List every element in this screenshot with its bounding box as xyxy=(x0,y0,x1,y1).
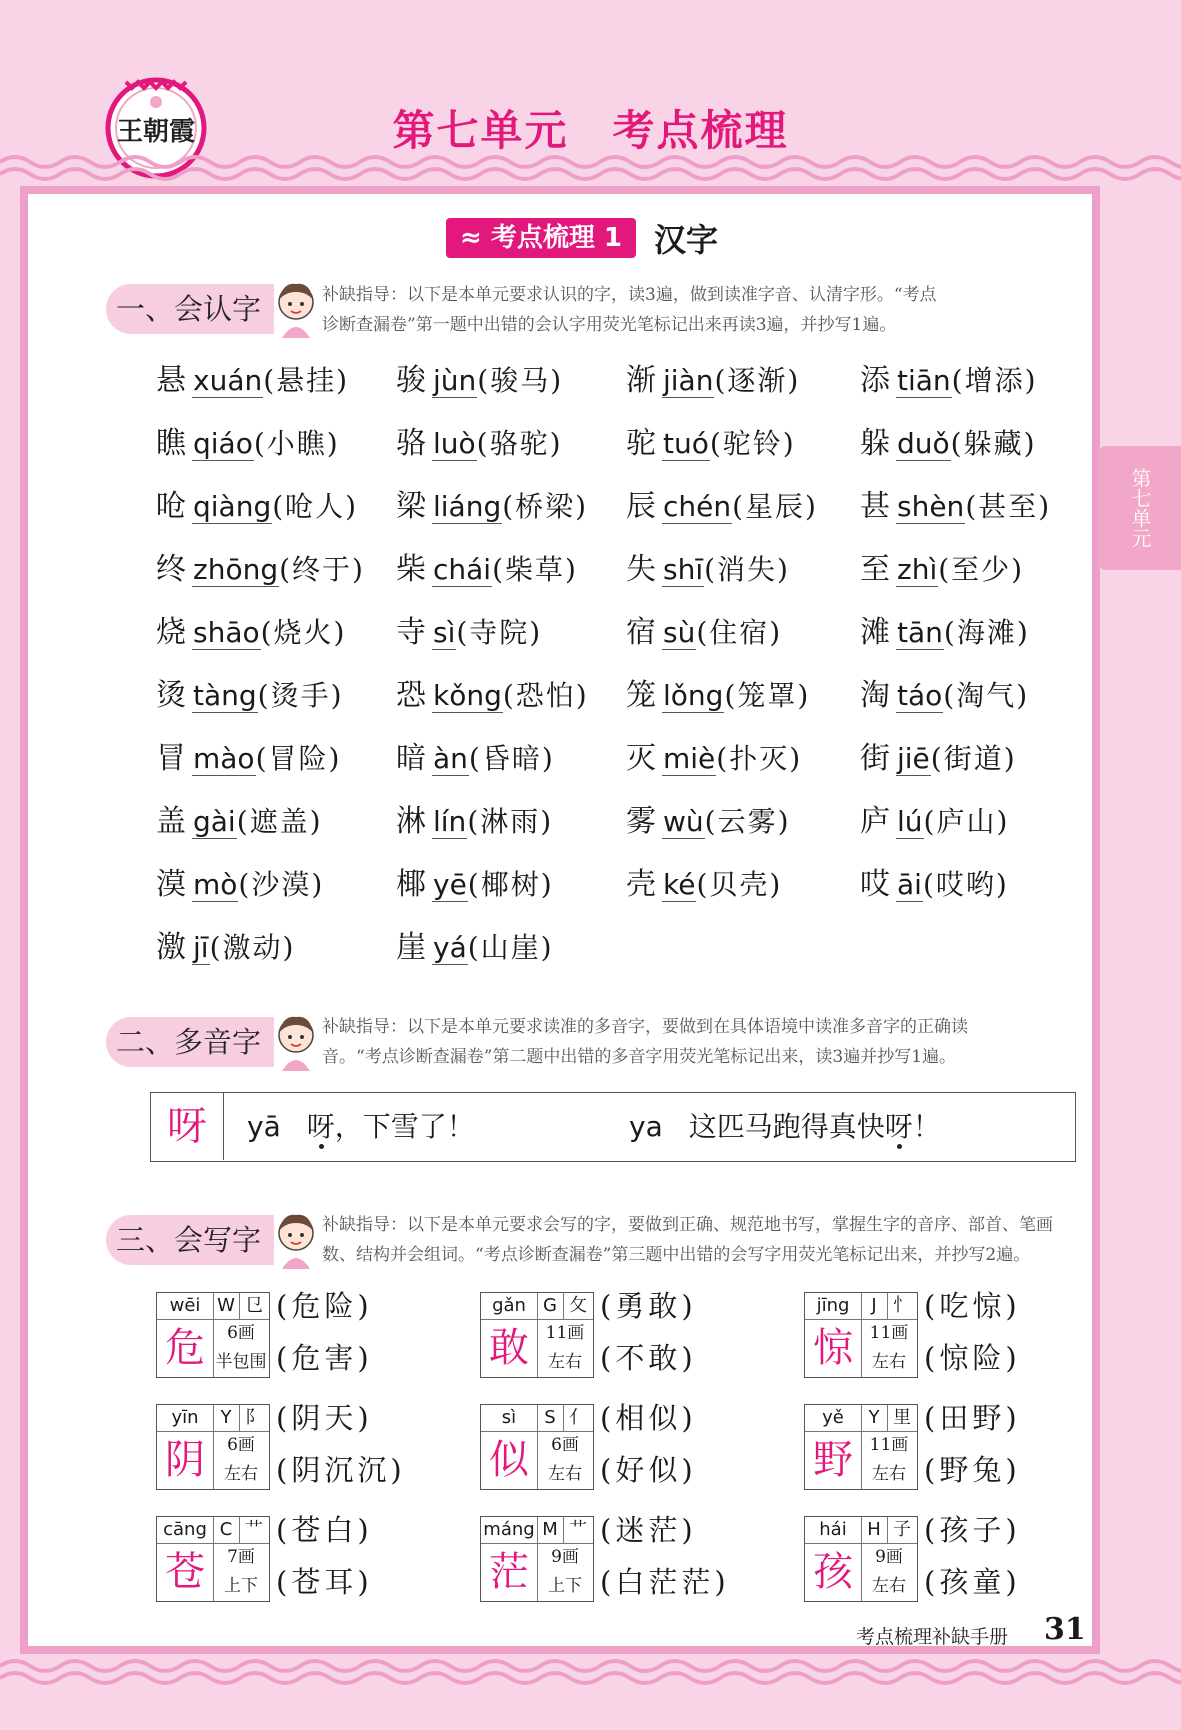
char-index-letter: Y xyxy=(213,1405,240,1432)
vocab-word: (笼罩) xyxy=(724,679,811,712)
vocab-pinyin: mò xyxy=(193,868,238,901)
write-char: 野 xyxy=(805,1431,862,1489)
char-structure: 左右 xyxy=(548,1352,582,1372)
vocab-word: (淘气) xyxy=(943,679,1030,712)
char-word: (阴天) xyxy=(276,1401,373,1435)
char-index-letter: Y xyxy=(861,1405,888,1432)
char-pinyin: wēi xyxy=(157,1293,214,1320)
char-info-box xyxy=(804,1292,918,1378)
vocab-word: (星辰) xyxy=(732,490,818,523)
guide-write: 补缺指导：以下是本单元要求会写的字，要做到正确、规范地书写，掌握生字的音序、部首、笔画 数、结构并会组词。“考点诊断查漏卷”第三题中出错的会写字用荧光笔标记出来，并抄写2遍。 xyxy=(322,1215,1053,1265)
recognize-chars-grid xyxy=(156,356,1096,986)
char-word: (相似) xyxy=(600,1401,697,1435)
vocab-pinyin: shāo xyxy=(193,616,260,649)
char-info-box xyxy=(804,1404,918,1490)
char-word: (好似) xyxy=(600,1453,697,1487)
vocab-item xyxy=(626,797,791,847)
vocab-word: (甚至) xyxy=(965,490,1052,523)
vocab-row xyxy=(156,734,1096,797)
write-char-card xyxy=(804,1401,1134,1494)
vocab-word: (悬挂) xyxy=(263,364,350,397)
char-pinyin: cāng xyxy=(157,1517,214,1544)
char-word: (田野) xyxy=(924,1401,1021,1435)
char-radical: 里 xyxy=(887,1405,917,1432)
vocab-item xyxy=(396,482,588,532)
vocab-pinyin: tiān xyxy=(897,364,951,397)
vocab-pinyin: jiē xyxy=(897,742,930,775)
vocab-char: 甚 xyxy=(860,489,890,524)
char-word: (吃惊) xyxy=(924,1289,1021,1323)
char-word: (孩童) xyxy=(924,1565,1021,1599)
vocab-pinyin: āi xyxy=(897,868,922,901)
vocab-word: (遮盖) xyxy=(236,805,323,838)
vocab-char: 梁 xyxy=(396,489,426,524)
vocab-word: (躲藏) xyxy=(950,427,1037,460)
vocab-item xyxy=(156,419,340,469)
vocab-row xyxy=(156,608,1096,671)
vocab-word: (驼铃) xyxy=(709,427,796,460)
char-radical: 子 xyxy=(887,1517,917,1544)
vocab-word: (烧火) xyxy=(260,616,347,649)
write-char: 孩 xyxy=(805,1543,862,1601)
char-info-box xyxy=(480,1404,594,1490)
guide-recognize: 补缺指导：以下是本单元要求认识的字，读3遍，做到读准字音、认清字形。“考点 诊断查漏卷”第一题中出错的会认字用荧光笔标记出来再读3遍，并抄写1遍。 xyxy=(322,285,937,335)
polyphone-usage: ya 这匹马跑得真快呀！ xyxy=(629,1110,941,1143)
write-char: 惊 xyxy=(805,1319,862,1377)
vocab-char: 渐 xyxy=(626,363,656,398)
vocab-item xyxy=(860,860,1009,910)
polyphone-box xyxy=(150,1092,1076,1162)
vocab-item xyxy=(396,608,542,658)
char-radical: 㔾 xyxy=(239,1293,269,1320)
char-strokes: 9画 xyxy=(875,1547,903,1567)
char-pinyin: yě xyxy=(805,1405,862,1432)
vocab-row xyxy=(156,671,1096,734)
char-word: (孩子) xyxy=(924,1513,1021,1547)
vocab-pinyin: jùn xyxy=(433,364,477,397)
page-number: 31 xyxy=(1044,1612,1086,1647)
vocab-char: 盖 xyxy=(156,804,186,839)
vocab-char: 烧 xyxy=(156,615,186,650)
char-info-box xyxy=(804,1516,918,1602)
char-structure: 左右 xyxy=(872,1576,906,1596)
vocab-word: (冒险) xyxy=(255,742,342,775)
vocab-pinyin: chén xyxy=(663,490,732,523)
char-word: (阴沉沉) xyxy=(276,1453,406,1487)
vocab-char: 滩 xyxy=(860,615,890,650)
vocab-item xyxy=(396,419,563,469)
char-structure: 左右 xyxy=(548,1464,582,1484)
vocab-pinyin: duǒ xyxy=(897,427,950,460)
vocab-word: (椰树) xyxy=(467,868,554,901)
vocab-word: (昏暗) xyxy=(468,742,555,775)
vocab-char: 笼 xyxy=(626,678,656,713)
write-char-card xyxy=(480,1401,810,1494)
vocab-item xyxy=(156,923,295,973)
vocab-pinyin: xuán xyxy=(193,364,263,397)
vocab-pinyin: lǒng xyxy=(663,679,724,712)
vocab-item xyxy=(860,356,1038,406)
vocab-item xyxy=(626,356,800,406)
girl-cartoon-icon xyxy=(272,280,320,338)
vocab-item xyxy=(396,797,553,847)
char-strokes: 11画 xyxy=(545,1323,585,1343)
vocab-row xyxy=(156,419,1096,482)
vocab-char: 柴 xyxy=(396,552,426,587)
vocab-word: (逐渐) xyxy=(714,364,801,397)
vocab-pinyin: táo xyxy=(897,679,943,712)
vocab-word: (沙漠) xyxy=(238,868,325,901)
write-char-card xyxy=(480,1513,810,1606)
char-radical: 亻 xyxy=(563,1405,593,1432)
vocab-word: (寺院) xyxy=(456,616,543,649)
vocab-row xyxy=(156,797,1096,860)
vocab-pinyin: shèn xyxy=(897,490,965,523)
vocab-pinyin: shī xyxy=(663,553,704,586)
vocab-char: 骆 xyxy=(396,426,426,461)
vocab-word: (桥梁) xyxy=(502,490,589,523)
char-word: (不敢) xyxy=(600,1341,697,1375)
topic-badge: ≈ 考点梳理 1 xyxy=(446,218,636,258)
topic-text: 汉字 xyxy=(653,221,718,259)
vocab-pinyin: gài xyxy=(193,805,236,838)
char-word: (白茫茫) xyxy=(600,1565,730,1599)
vocab-word: (增添) xyxy=(951,364,1038,397)
vocab-item xyxy=(860,482,1051,532)
char-info-box xyxy=(156,1292,270,1378)
vocab-char: 瞧 xyxy=(156,426,186,461)
vocab-word: (柴草) xyxy=(492,553,578,586)
vocab-item xyxy=(626,419,796,469)
svg-text:王朝霞: 王朝霞 xyxy=(116,117,196,147)
char-structure: 上下 xyxy=(548,1576,582,1596)
vocab-item xyxy=(860,797,1009,847)
vocab-char: 激 xyxy=(156,930,186,965)
polyphone-usage: yā 呀，下雪了！ xyxy=(247,1110,475,1143)
char-structure: 半包围 xyxy=(215,1352,267,1372)
vocab-char: 街 xyxy=(860,741,890,776)
char-structure: 左右 xyxy=(872,1464,906,1484)
vocab-char: 躲 xyxy=(860,426,890,461)
vocab-item xyxy=(396,923,554,973)
footer-book-title: 考点梳理补缺手册 xyxy=(856,1626,1009,1648)
section-label: 一、会认字 xyxy=(106,284,274,334)
vocab-pinyin: miè xyxy=(663,742,716,775)
char-index-letter: J xyxy=(861,1293,888,1320)
vocab-pinyin: yá xyxy=(433,931,467,964)
vocab-char: 崖 xyxy=(396,930,426,965)
vocab-item xyxy=(396,734,555,784)
char-pinyin: yīn xyxy=(157,1405,214,1432)
vocab-pinyin: ké xyxy=(663,868,696,901)
write-char-card xyxy=(156,1289,486,1382)
write-char: 危 xyxy=(157,1319,214,1377)
vocab-word: (骏马) xyxy=(477,364,564,397)
vocab-char: 宿 xyxy=(626,615,656,650)
vocab-pinyin: yē xyxy=(433,868,467,901)
vocab-item xyxy=(626,608,782,658)
vocab-item xyxy=(860,608,1030,658)
char-strokes: 6画 xyxy=(227,1323,255,1343)
vocab-word: (住宿) xyxy=(696,616,783,649)
vocab-pinyin: wù xyxy=(663,805,704,838)
char-word: (危险) xyxy=(276,1289,373,1323)
vocab-pinyin: luò xyxy=(433,427,476,460)
vocab-row xyxy=(156,545,1096,608)
vocab-char: 添 xyxy=(860,363,890,398)
vocab-item xyxy=(156,860,324,910)
vocab-word: (街道) xyxy=(930,742,1017,775)
vocab-char: 失 xyxy=(626,552,656,587)
vocab-item xyxy=(156,671,344,721)
char-structure: 左右 xyxy=(872,1352,906,1372)
char-word: (野兔) xyxy=(924,1453,1021,1487)
vocab-word: (终于) xyxy=(279,553,365,586)
char-index-letter: G xyxy=(537,1293,564,1320)
vocab-word: (海滩) xyxy=(943,616,1030,649)
vocab-pinyin: lú xyxy=(897,805,923,838)
vocab-char: 骏 xyxy=(396,363,426,398)
char-pinyin: hái xyxy=(805,1517,862,1544)
char-index-letter: C xyxy=(213,1517,240,1544)
write-char-card xyxy=(156,1513,486,1606)
char-radical: 阝 xyxy=(239,1405,269,1432)
char-structure: 左右 xyxy=(224,1464,258,1484)
vocab-pinyin: liáng xyxy=(433,490,502,523)
guide-polyphone: 补缺指导：以下是本单元要求读准的多音字，要做到在具体语境中读准多音字的正确读 音。“考点诊断查漏卷”第二题中出错的多音字用荧光笔标记出来，读3遍并抄写1遍。 xyxy=(322,1017,968,1067)
vocab-word: (扑灭) xyxy=(716,742,803,775)
vocab-char: 冒 xyxy=(156,741,186,776)
vocab-item xyxy=(626,671,810,721)
vocab-item xyxy=(156,608,346,658)
vocab-char: 呛 xyxy=(156,489,186,524)
write-char: 茫 xyxy=(481,1543,538,1601)
write-char: 似 xyxy=(481,1431,538,1489)
vocab-item xyxy=(626,545,790,595)
vocab-item xyxy=(396,545,578,595)
vocab-row xyxy=(156,482,1096,545)
top-wave-border xyxy=(0,150,1181,186)
vocab-pinyin: zhì xyxy=(897,553,938,586)
vocab-word: (贝壳) xyxy=(696,868,783,901)
vocab-char: 漠 xyxy=(156,867,186,902)
vocab-char: 壳 xyxy=(626,867,656,902)
vocab-item xyxy=(156,545,365,595)
char-info-box xyxy=(156,1516,270,1602)
vocab-row xyxy=(156,923,1096,986)
char-pinyin: jīng xyxy=(805,1293,862,1320)
char-radical: 艹 xyxy=(563,1517,593,1544)
write-char-card xyxy=(156,1401,486,1494)
char-index-letter: H xyxy=(861,1517,888,1544)
char-strokes: 6画 xyxy=(551,1435,579,1455)
vocab-row xyxy=(156,356,1096,419)
char-radical: 攵 xyxy=(563,1293,593,1320)
write-char: 敢 xyxy=(481,1319,538,1377)
char-strokes: 6画 xyxy=(227,1435,255,1455)
vocab-char: 雾 xyxy=(626,804,656,839)
char-strokes: 9画 xyxy=(551,1547,579,1567)
vocab-item xyxy=(156,734,341,784)
vocab-word: (至少) xyxy=(938,553,1025,586)
vocab-word: (山崖) xyxy=(467,931,554,964)
vocab-item xyxy=(396,356,563,406)
vocab-item xyxy=(396,860,554,910)
vocab-word: (骆驼) xyxy=(476,427,563,460)
page-title: 第七单元 考点梳理 xyxy=(392,106,789,155)
vocab-char: 寺 xyxy=(396,615,426,650)
vocab-char: 暗 xyxy=(396,741,426,776)
char-word: (苍白) xyxy=(276,1513,373,1547)
vocab-char: 淘 xyxy=(860,678,890,713)
vocab-pinyin: tān xyxy=(897,616,943,649)
vocab-char: 烫 xyxy=(156,678,186,713)
char-radical: 忄 xyxy=(887,1293,917,1320)
vocab-word: (云雾) xyxy=(704,805,791,838)
write-char-card xyxy=(480,1289,810,1382)
girl-cartoon-icon xyxy=(272,1211,320,1269)
vocab-pinyin: sù xyxy=(663,616,696,649)
vocab-char: 驼 xyxy=(626,426,656,461)
char-info-box xyxy=(480,1292,594,1378)
section-label: 二、多音字 xyxy=(106,1017,274,1067)
vocab-item xyxy=(396,671,589,721)
vocab-item xyxy=(156,482,358,532)
vocab-char: 哎 xyxy=(860,867,890,902)
vocab-char: 辰 xyxy=(626,489,656,524)
char-pinyin: gǎn xyxy=(481,1293,538,1320)
vocab-char: 恐 xyxy=(396,678,426,713)
vocab-word: (恐怕) xyxy=(502,679,589,712)
vocab-item xyxy=(626,734,802,784)
char-strokes: 11画 xyxy=(869,1323,909,1343)
char-word: (危害) xyxy=(276,1341,373,1375)
char-word: (苍耳) xyxy=(276,1565,373,1599)
vocab-pinyin: tàng xyxy=(193,679,257,712)
vocab-pinyin: qiàng xyxy=(193,490,272,523)
vocab-word: (庐山) xyxy=(923,805,1010,838)
polyphone-char: 呀 xyxy=(151,1093,224,1160)
vocab-char: 淋 xyxy=(396,804,426,839)
write-char-card xyxy=(804,1289,1134,1382)
vocab-char: 庐 xyxy=(860,804,890,839)
char-index-letter: W xyxy=(213,1293,240,1320)
vocab-item xyxy=(156,797,323,847)
char-structure: 上下 xyxy=(224,1576,258,1596)
write-char: 阴 xyxy=(157,1431,214,1489)
vocab-row xyxy=(156,860,1096,923)
vocab-char: 悬 xyxy=(156,363,186,398)
vocab-word: (哎哟) xyxy=(922,868,1009,901)
vocab-item xyxy=(860,545,1024,595)
vocab-pinyin: sì xyxy=(433,616,456,649)
vocab-pinyin: jī xyxy=(193,931,209,964)
vocab-item xyxy=(860,419,1037,469)
write-char: 苍 xyxy=(157,1543,214,1601)
vocab-item xyxy=(626,482,818,532)
char-pinyin: sì xyxy=(481,1405,538,1432)
char-strokes: 7画 xyxy=(227,1547,255,1567)
char-word: (勇敢) xyxy=(600,1289,697,1323)
char-index-letter: S xyxy=(537,1405,564,1432)
vocab-word: (呛人) xyxy=(272,490,359,523)
vocab-pinyin: tuó xyxy=(663,427,709,460)
vocab-char: 至 xyxy=(860,552,890,587)
vocab-pinyin: chái xyxy=(433,553,492,586)
vocab-item xyxy=(156,356,349,406)
vocab-pinyin: qiáo xyxy=(193,427,253,460)
section-title xyxy=(446,218,718,258)
char-word: (惊险) xyxy=(924,1341,1021,1375)
char-strokes: 11画 xyxy=(869,1435,909,1455)
vocab-word: (淋雨) xyxy=(467,805,554,838)
vocab-word: (消失) xyxy=(704,553,790,586)
section-label: 三、会写字 xyxy=(106,1215,274,1265)
char-pinyin: máng xyxy=(481,1517,538,1544)
girl-cartoon-icon xyxy=(272,1013,320,1071)
vocab-pinyin: jiàn xyxy=(663,364,714,397)
vocab-pinyin: àn xyxy=(433,742,468,775)
vocab-pinyin: kǒng xyxy=(433,679,502,712)
char-word: (迷茫) xyxy=(600,1513,697,1547)
vocab-pinyin: lín xyxy=(433,805,467,838)
vocab-char: 终 xyxy=(156,552,186,587)
vocab-char: 灭 xyxy=(626,741,656,776)
vocab-word: (烫手) xyxy=(257,679,344,712)
vocab-item xyxy=(626,860,782,910)
bottom-wave-border xyxy=(0,1654,1181,1694)
vocab-item xyxy=(860,734,1017,784)
unit-side-tab: 第七单元 xyxy=(1098,446,1181,570)
vocab-word: (激动) xyxy=(209,931,296,964)
vocab-char: 椰 xyxy=(396,867,426,902)
char-info-box xyxy=(480,1516,594,1602)
vocab-pinyin: mào xyxy=(193,742,255,775)
char-radical: 艹 xyxy=(239,1517,269,1544)
char-info-box xyxy=(156,1404,270,1490)
vocab-item xyxy=(860,671,1029,721)
vocab-pinyin: zhōng xyxy=(193,553,279,586)
vocab-word: (小瞧) xyxy=(253,427,340,460)
char-index-letter: M xyxy=(537,1517,564,1544)
write-char-card xyxy=(804,1513,1134,1606)
